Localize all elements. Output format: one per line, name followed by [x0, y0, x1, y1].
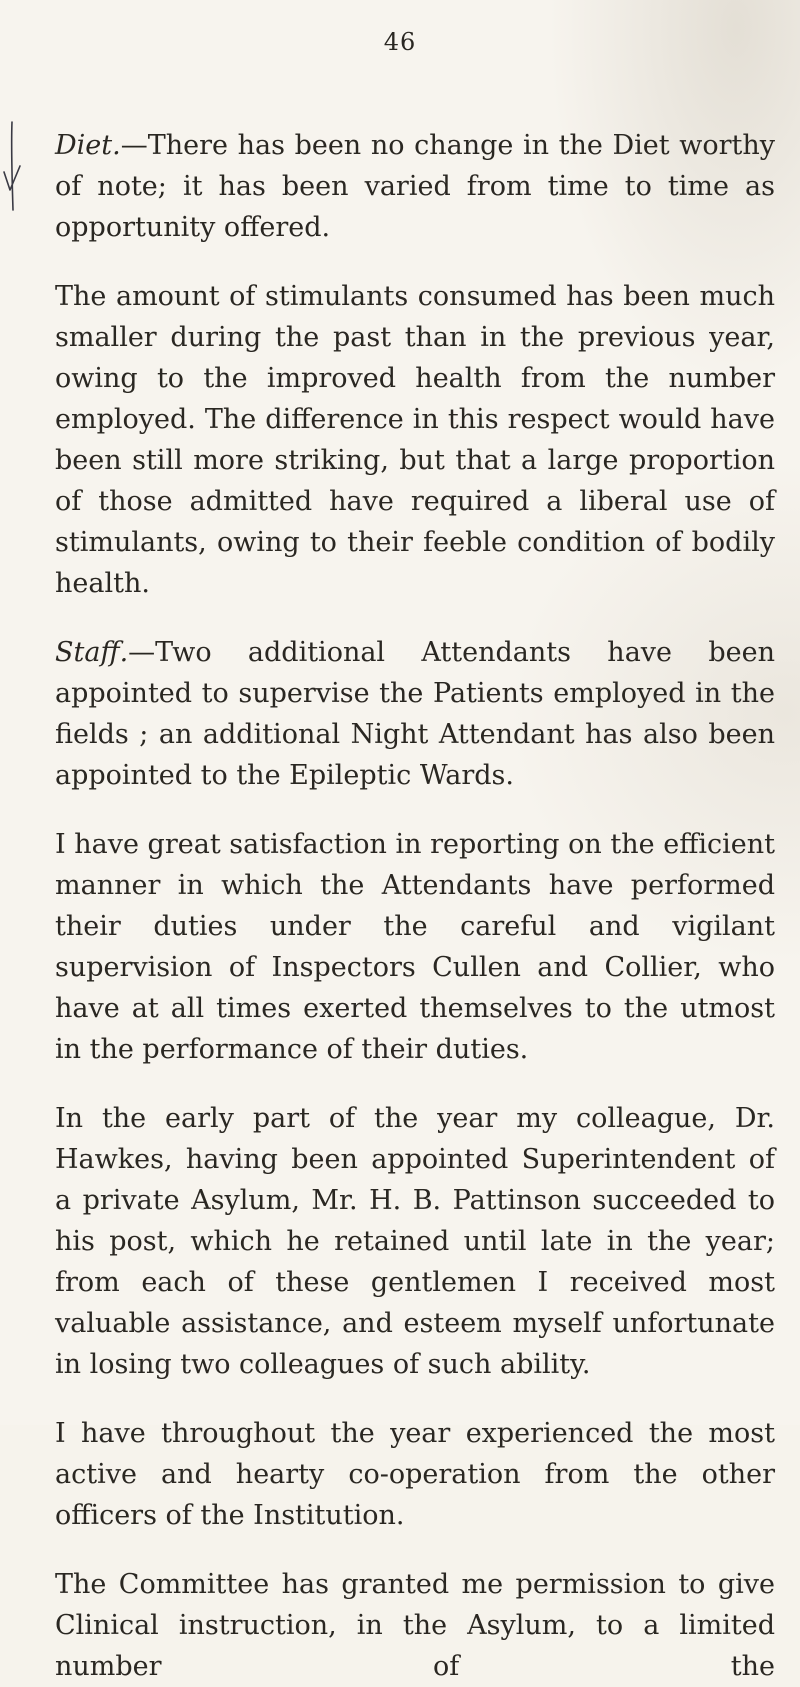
paragraph-stimulants [55, 276, 775, 604]
paragraph-text: I have throughout the year experienced the most active and hearty co-operation from the other officers of the Institution. [55, 1418, 775, 1531]
handwritten-check-mark-icon [0, 118, 30, 238]
paragraph-text: The amount of stimulants consumed has been much smaller during the past than in the previous year, owing to the improved health from the number employed. The difference in this respect would have been still more striking, but that a large proportion of those admitted have required a liberal use of stimulants, owing to their feeble condition of bodily health. [55, 281, 775, 599]
paragraph-text: —There has been no change in the Diet worthy of note; it has been varied from time to time as opportunity offered. [55, 130, 775, 243]
paragraph-text: The Committee has granted me permission to give Clinical instruction, in the Asylum, to a limited number of the [55, 1569, 775, 1682]
paragraph-heading-staff: Staff. [55, 637, 129, 668]
paragraph-text: In the early part of the year my colleague, Dr. Hawkes, having been appointed Superintendent of a private Asylum, Mr. H. B. Pattinson succeeded to his post, which he retained until late in the year; from each of these gentlemen I received most valuable assistance, and esteem myself unfortunate in losing two colleagues of such ability. [55, 1103, 775, 1380]
paragraph-attendants [55, 824, 775, 1070]
page-number: 46 [383, 28, 417, 56]
paragraph-colleagues [55, 1098, 775, 1385]
paragraph-text: I have great satisfaction in reporting on the efficient manner in which the Attendants have performed their duties under the careful and vigilant supervision of Inspectors Cullen and Collier, who have at all times exerted themselves to the utmost in the performance of their duties. [55, 829, 775, 1065]
body-text [55, 125, 775, 1687]
paragraph-cooperation [55, 1413, 775, 1536]
paragraph-staff [55, 632, 775, 796]
paragraph-text: —Two additional Attendants have been appointed to supervise the Patients employed in the fields ; an additional Night Attendant has also been appointed to the Epileptic Wards. [55, 637, 775, 791]
paragraph-diet [55, 125, 775, 248]
paragraph-committee [55, 1564, 775, 1687]
paragraph-heading-diet: Diet. [55, 130, 121, 161]
